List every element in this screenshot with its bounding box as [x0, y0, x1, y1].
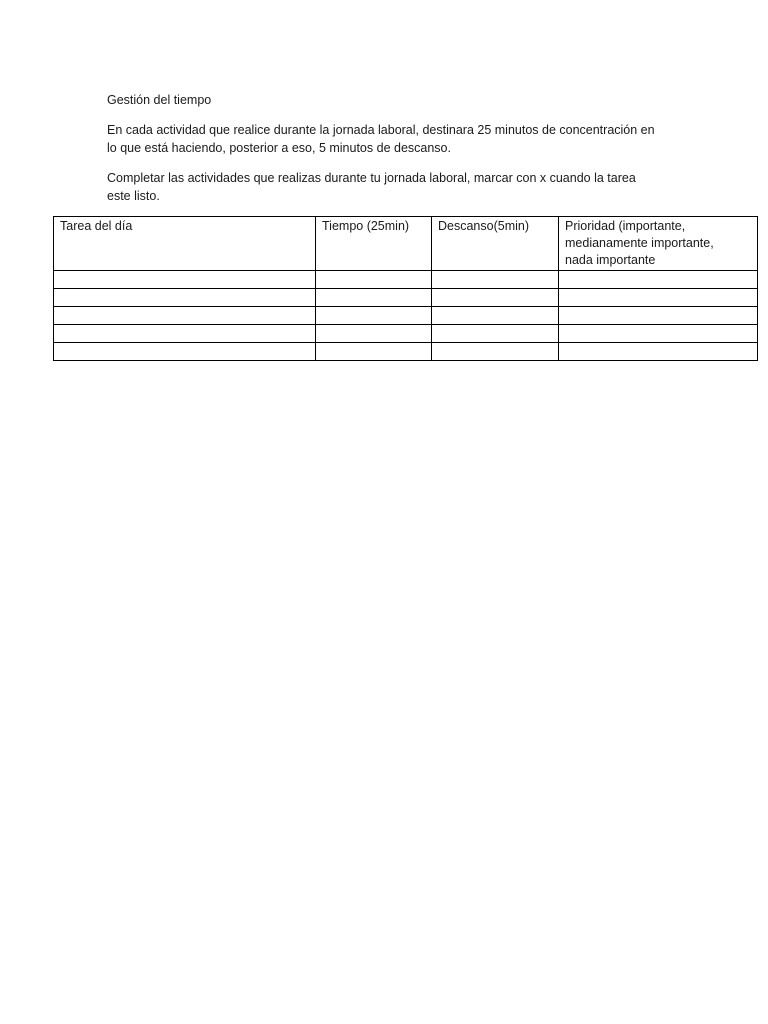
- instruction-paragraph-1-line-2: lo que está haciendo, posterior a eso, 5 minutos de descanso.: [107, 141, 451, 155]
- table-row: [54, 271, 758, 289]
- table-cell[interactable]: [432, 307, 559, 325]
- table-row: [54, 343, 758, 361]
- table-cell[interactable]: [559, 289, 758, 307]
- table-cell[interactable]: [54, 325, 316, 343]
- table-cell[interactable]: [559, 307, 758, 325]
- header-priority: [559, 217, 758, 271]
- table-row: [54, 289, 758, 307]
- table-header-row: [54, 217, 758, 271]
- header-task: Tarea del día: [54, 217, 316, 271]
- table-cell[interactable]: [54, 343, 316, 361]
- instruction-paragraph-1-line-1: En cada actividad que realice durante la jornada laboral, destinara 25 minutos de concentración en: [107, 123, 655, 137]
- document-title: Gestión del tiempo: [107, 93, 212, 107]
- table-row: [54, 325, 758, 343]
- table-row: [54, 307, 758, 325]
- header-priority-line-3: nada importante: [565, 253, 656, 267]
- instruction-paragraph-1: [107, 121, 667, 157]
- table-cell[interactable]: [54, 307, 316, 325]
- table-cell[interactable]: [316, 271, 432, 289]
- instruction-paragraph-2: [107, 169, 667, 205]
- table-cell[interactable]: [316, 325, 432, 343]
- table-cell[interactable]: [432, 343, 559, 361]
- header-time: Tiempo (25min): [316, 217, 432, 271]
- instruction-paragraph-2-line-2: este listo.: [107, 189, 160, 203]
- header-priority-line-1: Prioridad (importante,: [565, 219, 686, 233]
- task-table: [53, 216, 758, 361]
- table-cell[interactable]: [316, 289, 432, 307]
- header-break: Descanso(5min): [432, 217, 559, 271]
- table-cell[interactable]: [559, 343, 758, 361]
- table-cell[interactable]: [316, 343, 432, 361]
- table-cell[interactable]: [54, 289, 316, 307]
- table-cell[interactable]: [432, 271, 559, 289]
- table-cell[interactable]: [559, 325, 758, 343]
- table-cell[interactable]: [316, 307, 432, 325]
- header-priority-line-2: medianamente importante,: [565, 236, 714, 250]
- table-cell[interactable]: [559, 271, 758, 289]
- table-cell[interactable]: [432, 289, 559, 307]
- table-cell[interactable]: [54, 271, 316, 289]
- instruction-paragraph-2-line-1: Completar las actividades que realizas durante tu jornada laboral, marcar con x cuando la tarea: [107, 171, 636, 185]
- table-cell[interactable]: [432, 325, 559, 343]
